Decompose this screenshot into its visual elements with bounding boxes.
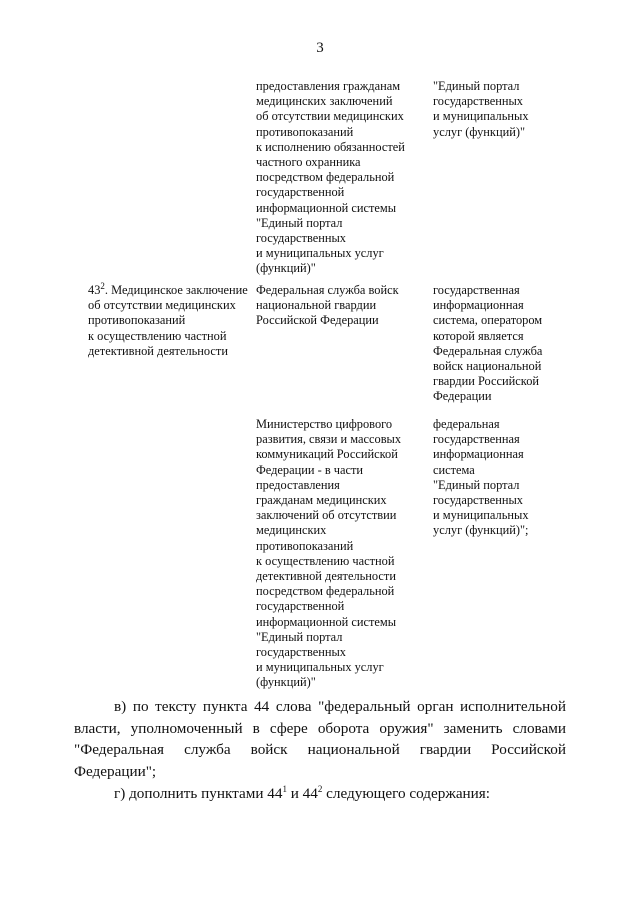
text-line: медицинских заключений [256,94,393,109]
text-line: Министерство цифрового [256,417,393,431]
row-43-2-system-2 [433,417,583,539]
row-43-2-authority-2 [256,417,421,691]
text-line: государственная [433,432,520,447]
text-line: к осуществлению частной [88,328,227,343]
paragraph-v-line-2: власти, уполномоченный в сфере оборота оружия" заменить словами [74,719,566,737]
text-line: и муниципальных услуг [256,246,384,261]
text-line: национальной гвардии [256,298,377,313]
paragraph-v [74,696,566,782]
text-line: Российской Федерации [256,313,379,328]
text-line: Федерации - в части [256,462,364,477]
text-line: государственных [433,94,524,109]
paragraph-g-text-before: г) дополнить пунктами 44 [114,785,283,802]
text-line: государственных [256,231,347,246]
text-line: информационной системы [256,614,397,629]
paragraph-v-line-4: Федерации"; [74,762,157,780]
paragraph-line [74,783,566,805]
text-line: Федеральная служба [433,343,543,358]
text-line: государственной [256,599,345,614]
superscript: 2 [317,783,323,794]
text-line: услуг (функций)"; [433,523,529,538]
text-line: детективной деятельности [88,343,228,358]
text-line: "Единый портал [433,477,520,492]
continued-system-cell [433,79,583,140]
text-line: детективной деятельности [256,569,396,584]
text-line: система [433,462,475,477]
text-line: заключений об отсутствии [256,508,397,523]
text-line: к осуществлению частной [256,553,395,568]
text-line: развития, связи и массовых [256,432,402,447]
row-43-2-system-1 [433,283,583,405]
paragraph-g [74,783,566,805]
text-line: (функций)" [256,675,316,690]
text-line: "Единый портал [256,629,343,644]
row-43-2-document-cell [88,280,248,359]
text-line: об отсутствии медицинских [256,109,404,124]
text-line: противопоказаний [256,538,354,553]
text-line: предоставления гражданам [256,79,401,93]
text-line: предоставления [256,477,340,492]
paragraph-g-text-after: следующего содержания: [322,785,491,802]
text-line: информационная [433,298,524,313]
row-number: 43 [88,283,101,297]
paragraph-v-line-3: "Федеральная служба войск национальной гвардии Российской [74,741,566,759]
text-line: (функций)" [256,261,316,276]
row-43-2-authority-1 [256,283,421,329]
text-line: Федеральная служба войск [256,283,399,297]
text-line: "Единый портал [256,215,343,230]
paragraph-line [74,696,566,718]
continued-authority-cell [256,79,421,277]
text-line: войск национальной [433,359,542,374]
text-line: государственных [433,493,524,508]
text-line: услуг (функций)" [433,124,526,139]
text-line: медицинских [256,523,327,538]
text-line: гражданам медицинских [256,493,387,508]
text-line: посредством федеральной [256,170,395,185]
text-line: государственной [256,185,345,200]
text-line: гвардии Российской [433,374,540,389]
paragraph-g-text-mid: и 44 [286,785,318,802]
document-title-start: . Медицинское заключение [104,283,248,297]
text-line: посредством федеральной [256,584,395,599]
text-line: система, оператором [433,313,543,328]
row-number-line [88,280,248,298]
text-line: противопоказаний [88,313,186,328]
text-line: государственная [433,283,520,297]
text-line: частного охранника [256,155,361,170]
text-line: информационная [433,447,524,462]
page-number: 3 [316,40,324,56]
text-line: и муниципальных [433,508,529,523]
text-line: государственных [256,645,347,660]
text-line: "Единый портал [433,79,520,93]
text-line: информационной системы [256,200,397,215]
text-line: противопоказаний [256,124,354,139]
text-line: и муниципальных услуг [256,660,384,675]
text-line: об отсутствии медицинских [88,298,236,313]
paragraph-v-line-1: в) по тексту пункта 44 слова "федеральный орган исполнительной [114,698,566,715]
text-line: Федерации [433,389,492,404]
row-number-superscript: 2 [100,280,105,291]
text-line: к исполнению обязанностей [256,139,405,154]
text-line: федеральная [433,417,500,431]
superscript: 1 [282,783,287,794]
text-line: которой является [433,328,524,343]
text-line: и муниципальных [433,109,529,124]
text-line: коммуникаций Российской [256,447,398,462]
